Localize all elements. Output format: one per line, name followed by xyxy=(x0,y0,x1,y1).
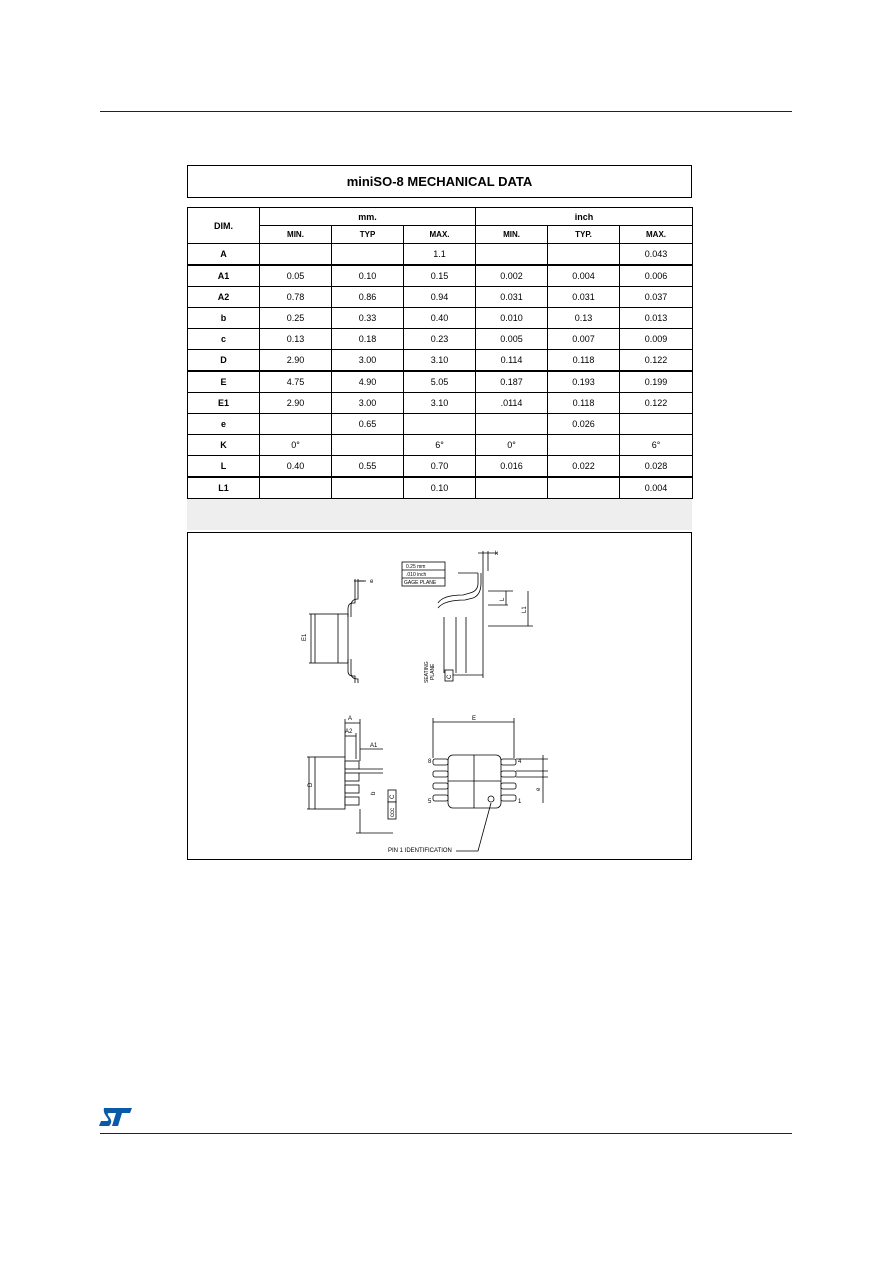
dim-cell: A1 xyxy=(188,265,260,287)
value-cell: 0.05 xyxy=(260,265,332,287)
value-cell: 0.028 xyxy=(620,456,693,478)
value-cell: 0.13 xyxy=(548,308,620,329)
dim-cell: K xyxy=(188,435,260,456)
gauge-line1: 0.25 mm xyxy=(406,564,426,570)
table-body xyxy=(188,244,693,499)
dim-cell: D xyxy=(188,350,260,372)
gauge-line3: GAGE PLANE xyxy=(404,580,437,586)
value-cell xyxy=(476,414,548,435)
value-cell xyxy=(548,435,620,456)
value-cell xyxy=(620,414,693,435)
dim-cell: A2 xyxy=(188,287,260,308)
value-cell: 0.199 xyxy=(620,371,693,393)
value-cell: 3.10 xyxy=(404,350,476,372)
value-cell: 0.004 xyxy=(620,477,693,499)
value-cell xyxy=(476,477,548,499)
header-mm: mm. xyxy=(260,208,476,226)
value-cell: 0.016 xyxy=(476,456,548,478)
value-cell xyxy=(332,244,404,266)
dim-cell: c xyxy=(188,329,260,350)
header-inch-min: MIN. xyxy=(476,226,548,244)
value-cell: 0.18 xyxy=(332,329,404,350)
table-row xyxy=(188,308,693,329)
value-cell: 0.40 xyxy=(260,456,332,478)
label-c: C xyxy=(447,674,453,679)
header-inch: inch xyxy=(476,208,693,226)
label-d: D xyxy=(308,782,314,787)
table-row xyxy=(188,435,693,456)
value-cell: 0.94 xyxy=(404,287,476,308)
value-cell: 3.00 xyxy=(332,393,404,414)
label-a1: A1 xyxy=(370,743,378,749)
value-cell: 1.1 xyxy=(404,244,476,266)
value-cell: 0.031 xyxy=(476,287,548,308)
value-cell: 0.40 xyxy=(404,308,476,329)
value-cell xyxy=(404,414,476,435)
value-cell xyxy=(332,435,404,456)
table-row xyxy=(188,393,693,414)
value-cell: 0.122 xyxy=(620,350,693,372)
value-cell: 0.009 xyxy=(620,329,693,350)
value-cell: 0.78 xyxy=(260,287,332,308)
pin1-identification: PIN 1 IDENTIFICATION xyxy=(388,848,452,854)
label-k: k xyxy=(495,551,498,557)
value-cell: 5.05 xyxy=(404,371,476,393)
value-cell: 0.031 xyxy=(548,287,620,308)
table-row xyxy=(188,456,693,478)
dim-cell: L1 xyxy=(188,477,260,499)
pin-4: 4 xyxy=(518,759,522,765)
pin-5: 5 xyxy=(428,799,432,805)
header-inch-typ: TYP. xyxy=(548,226,620,244)
table-row xyxy=(188,371,693,393)
value-cell: 0.33 xyxy=(332,308,404,329)
value-cell xyxy=(548,477,620,499)
header-rule xyxy=(100,111,792,112)
value-cell: 2.90 xyxy=(260,350,332,372)
value-cell: 0.005 xyxy=(476,329,548,350)
value-cell: 0.193 xyxy=(548,371,620,393)
value-cell: 0.026 xyxy=(548,414,620,435)
label-e-small: e xyxy=(370,579,374,585)
label-e-big: E xyxy=(472,716,477,722)
label-b: b xyxy=(371,791,377,795)
value-cell: 0.004 xyxy=(548,265,620,287)
value-cell: 0.010 xyxy=(476,308,548,329)
value-cell: 0.65 xyxy=(332,414,404,435)
lead-detail xyxy=(402,551,533,681)
label-plane: PLANE xyxy=(430,663,436,680)
table-row xyxy=(188,244,693,266)
package-drawing xyxy=(187,532,692,860)
value-cell: 0.037 xyxy=(620,287,693,308)
value-cell: 0.043 xyxy=(620,244,693,266)
side-view-e1 xyxy=(309,579,366,683)
mechanical-data-table xyxy=(187,207,693,499)
table-row xyxy=(188,350,693,372)
label-a2: A2 xyxy=(345,729,353,735)
table-row xyxy=(188,287,693,308)
label-e-pitch: e xyxy=(536,787,542,791)
value-cell xyxy=(260,414,332,435)
label-a: A xyxy=(348,716,353,722)
label-l1: L1 xyxy=(522,606,528,613)
value-cell: 0.006 xyxy=(620,265,693,287)
dim-cell: E xyxy=(188,371,260,393)
header-mm-min: MIN. xyxy=(260,226,332,244)
value-cell: 0.022 xyxy=(548,456,620,478)
value-cell: 0.013 xyxy=(620,308,693,329)
label-c2: C xyxy=(390,794,396,799)
value-cell: 0.114 xyxy=(476,350,548,372)
value-cell: 0.118 xyxy=(548,393,620,414)
value-cell xyxy=(476,244,548,266)
value-cell xyxy=(548,244,620,266)
value-cell: 0.10 xyxy=(404,477,476,499)
value-cell: 3.00 xyxy=(332,350,404,372)
dim-cell: L xyxy=(188,456,260,478)
value-cell: 0.13 xyxy=(260,329,332,350)
dim-cell: e xyxy=(188,414,260,435)
table-row xyxy=(188,414,693,435)
value-cell: 4.90 xyxy=(332,371,404,393)
table-row xyxy=(188,265,693,287)
value-cell: 0.86 xyxy=(332,287,404,308)
value-cell: 0° xyxy=(476,435,548,456)
header-inch-max: MAX. xyxy=(620,226,693,244)
value-cell: 0.70 xyxy=(404,456,476,478)
value-cell: 0.002 xyxy=(476,265,548,287)
value-cell: 0.007 xyxy=(548,329,620,350)
value-cell: 0° xyxy=(260,435,332,456)
value-cell xyxy=(332,477,404,499)
label-e1: E1 xyxy=(302,633,308,641)
pin-8: 8 xyxy=(428,759,432,765)
label-seating: SEATING xyxy=(424,661,430,683)
top-view xyxy=(433,718,548,851)
value-cell: 0.187 xyxy=(476,371,548,393)
value-cell: 3.10 xyxy=(404,393,476,414)
gauge-line2: .010 inch xyxy=(406,572,427,578)
pin-1: 1 xyxy=(518,799,522,805)
value-cell: 0.122 xyxy=(620,393,693,414)
value-cell: 0.118 xyxy=(548,350,620,372)
table-title: miniSO-8 MECHANICAL DATA xyxy=(187,165,692,198)
value-cell: 2.90 xyxy=(260,393,332,414)
value-cell xyxy=(260,244,332,266)
value-cell: 0.10 xyxy=(332,265,404,287)
value-cell: 6° xyxy=(620,435,693,456)
table-row xyxy=(188,329,693,350)
footer-rule xyxy=(100,1133,792,1134)
table-footer-band xyxy=(187,499,692,530)
label-ccc: ccc xyxy=(390,808,396,817)
value-cell: .0114 xyxy=(476,393,548,414)
table-row xyxy=(188,477,693,499)
header-dim: DIM. xyxy=(188,208,260,244)
value-cell: 0.55 xyxy=(332,456,404,478)
header-mm-typ: TYP xyxy=(332,226,404,244)
value-cell: 0.25 xyxy=(260,308,332,329)
dim-cell: A xyxy=(188,244,260,266)
package-drawing-svg xyxy=(188,533,691,859)
value-cell: 4.75 xyxy=(260,371,332,393)
header-mm-max: MAX. xyxy=(404,226,476,244)
value-cell: 0.23 xyxy=(404,329,476,350)
value-cell: 0.15 xyxy=(404,265,476,287)
st-logo xyxy=(98,1106,134,1128)
value-cell xyxy=(260,477,332,499)
front-view xyxy=(307,719,396,833)
label-l: L xyxy=(500,597,506,601)
dim-cell: E1 xyxy=(188,393,260,414)
dim-cell: b xyxy=(188,308,260,329)
value-cell: 6° xyxy=(404,435,476,456)
